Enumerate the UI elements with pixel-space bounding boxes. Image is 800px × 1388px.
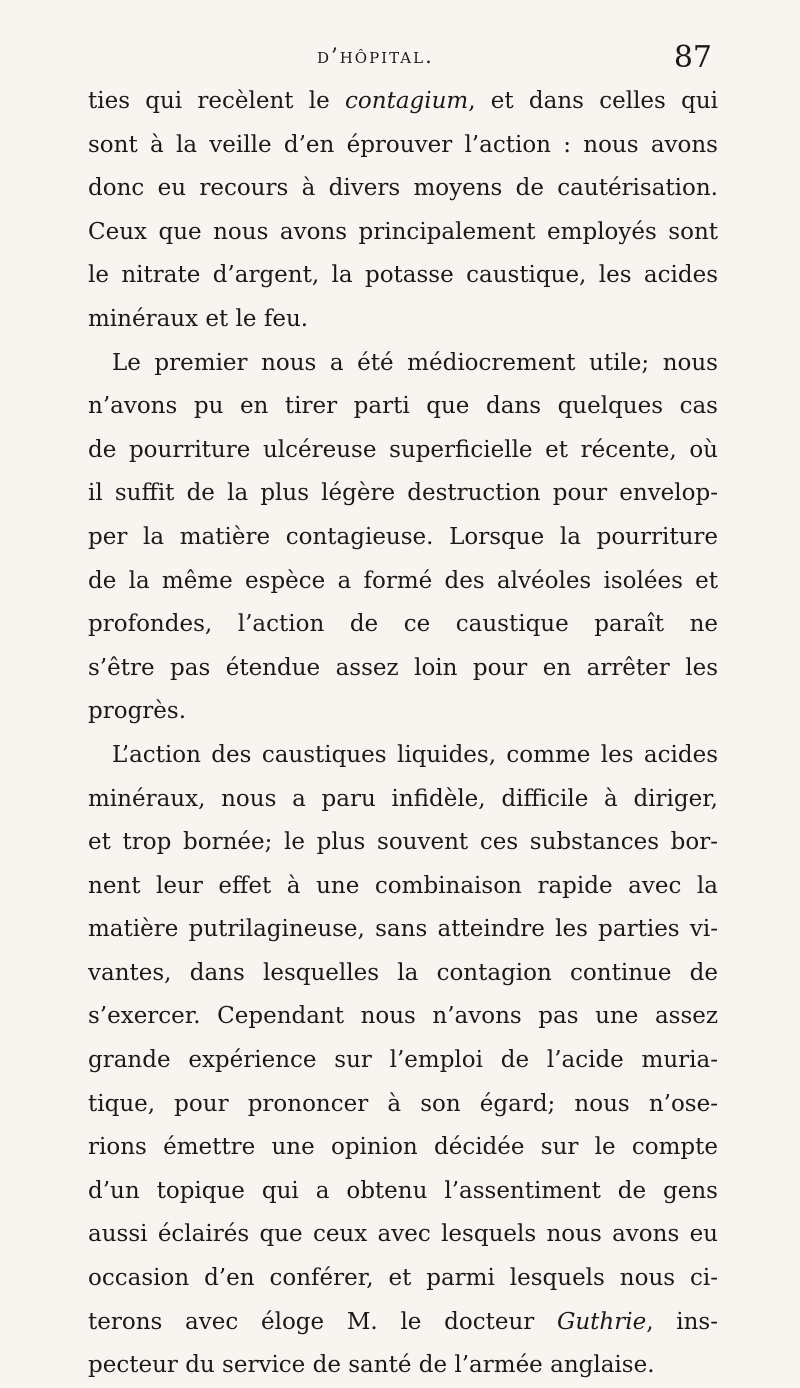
text-line: nent leur effet à une combinaison rapide avec la bbox=[88, 872, 718, 899]
text-line: aussi éclairés que ceux avec lesquels nous avons eu bbox=[88, 1221, 718, 1248]
text-line: L’action des caustiques liquides, comme les acides bbox=[112, 741, 718, 768]
text-line: le nitrate d’argent, la potasse caustique, les acides bbox=[88, 262, 718, 289]
text-line: minéraux et le feu. bbox=[88, 305, 309, 332]
text-line: donc eu recours à divers moyens de cautérisation. bbox=[88, 175, 718, 202]
text-line: profondes, l’action de ce caustique paraît ne bbox=[88, 611, 718, 638]
text-line: grande expérience sur l’emploi de l’acide muria- bbox=[88, 1047, 718, 1074]
running-head bbox=[120, 40, 720, 80]
text-line: terons avec éloge M. le docteur Guthrie, ins- bbox=[88, 1308, 719, 1335]
text-line: rions émettre une opinion décidée sur le compte bbox=[88, 1134, 718, 1161]
text-line: s’être pas étendue assez loin pour en arrêter les bbox=[88, 654, 718, 681]
text-line: minéraux, nous a paru infidèle, difficile à diriger, bbox=[88, 785, 718, 812]
text-line: et trop bornée; le plus souvent ces substances bor- bbox=[88, 829, 718, 856]
text-line: s’exercer. Cependant nous n’avons pas une assez bbox=[88, 1003, 718, 1030]
running-head-title: d’hôpital. bbox=[317, 44, 434, 68]
text-line: Le premier nous a été médiocrement utile; nous bbox=[112, 349, 718, 376]
text-line: il suffit de la plus légère destruction pour envelop- bbox=[88, 480, 718, 507]
text-line: de pourriture ulcéreuse superficielle et récente, où bbox=[88, 436, 718, 463]
text-line: pecteur du service de santé de l’armée anglaise. bbox=[88, 1352, 655, 1379]
text-line: occasion d’en conférer, et parmi lesquels nous ci- bbox=[88, 1265, 718, 1292]
text-line: matière putrilagineuse, sans atteindre les parties vi- bbox=[88, 916, 718, 943]
page-number: 87 bbox=[673, 40, 712, 75]
text-line: progrès. bbox=[88, 698, 187, 725]
text-line: ties qui recèlent le contagium, et dans celles qui bbox=[88, 88, 718, 114]
text-line: vantes, dans lesquelles la contagion continue de bbox=[88, 959, 718, 986]
text-line: d’un topique qui a obtenu l’assentiment de gens bbox=[88, 1177, 718, 1204]
text-line: n’avons pu en tirer parti que dans quelques cas bbox=[88, 393, 718, 420]
text-line: sont à la veille d’en éprouver l’action : nous avons bbox=[88, 131, 718, 158]
italic-term: Guthrie bbox=[557, 1308, 647, 1335]
italic-term: contagium bbox=[345, 88, 469, 114]
text-line: Ceux que nous avons principalement employés sont bbox=[88, 218, 718, 245]
text-line: de la même espèce a formé des alvéoles isolées et bbox=[88, 567, 718, 594]
text-line: tique, pour prononcer à son égard; nous n’ose- bbox=[88, 1090, 718, 1117]
body-text bbox=[88, 80, 718, 1388]
text-line: per la matière contagieuse. Lorsque la pourriture bbox=[88, 523, 718, 550]
